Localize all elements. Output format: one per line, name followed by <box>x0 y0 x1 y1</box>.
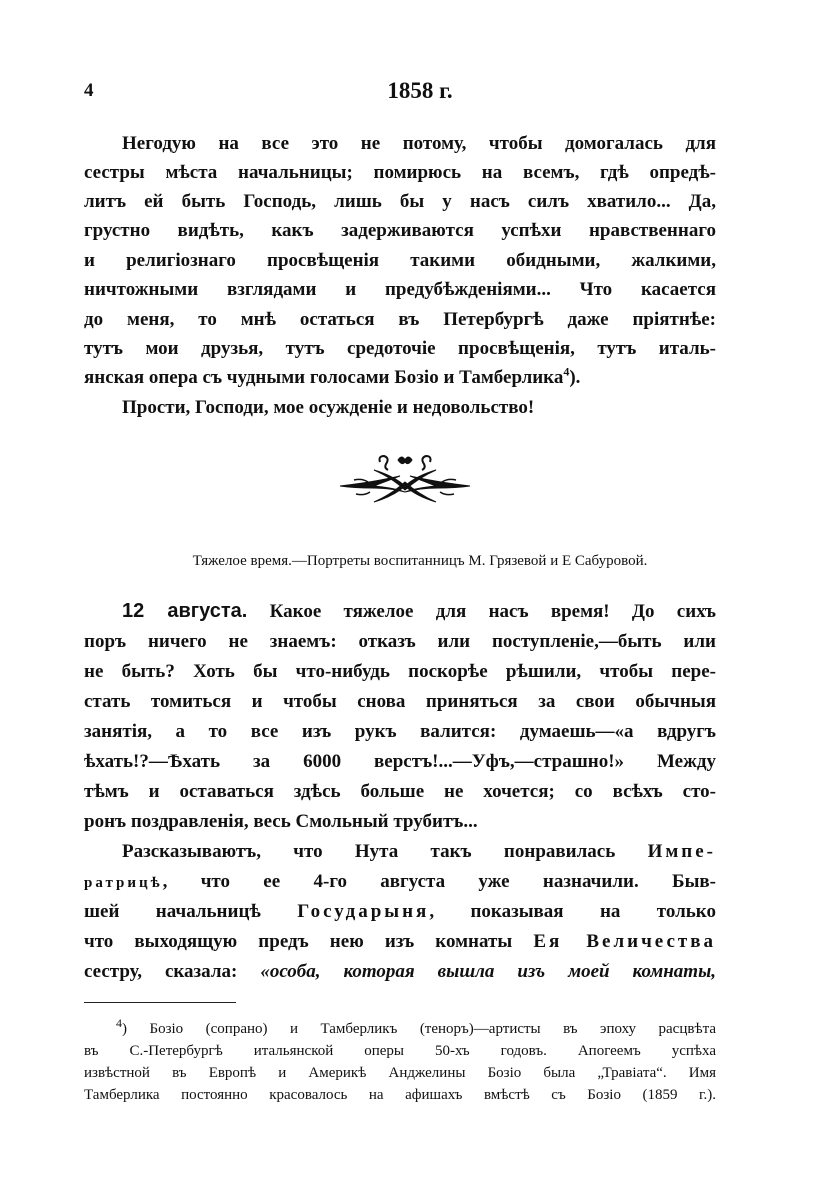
text-fragment: что выходящую предъ нею изъ комнаты <box>84 931 513 952</box>
footnote-divider <box>84 1002 236 1003</box>
text-line: ѣхать!?—Ѣхать за 6000 верстъ!...—Уфъ,—страшно!» Между <box>84 751 716 772</box>
text-line: тутъ мои друзья, тутъ средоточіе просвѣщенія, тутъ италь- <box>84 338 716 359</box>
text-line <box>84 837 716 866</box>
footnote-line: въ С.-Петербургѣ итальянской оперы 50-хъ годовъ. Апогеемъ успѣха <box>84 1043 716 1059</box>
text-line: ронъ поздравленія, весь Смольный трубитъ... <box>84 811 478 832</box>
text-fragment: , показывая на только <box>429 901 716 922</box>
footnote-reference[interactable]: 4 <box>563 364 570 379</box>
footnote-line: извѣстной въ Европѣ и Америкѣ Анджелины Бозіо была „Травіата“. Имя <box>84 1065 716 1081</box>
text-fragment: шей начальницѣ <box>84 901 261 922</box>
italic-quote: «особа, которая вышла изъ моей комнаты, <box>260 961 717 982</box>
text-line: до меня, то мнѣ остаться въ Петербургѣ даже пріятнѣе: <box>84 309 716 330</box>
text-line <box>84 897 716 926</box>
spaced-word: ратрицѣ <box>84 875 163 891</box>
text-line <box>84 363 716 392</box>
spaced-word: Государыня <box>297 901 430 922</box>
text-line: Негодую на все это не потому, чтобы домогалась для <box>122 133 716 154</box>
text-line: литъ ей быть Господь, лишь бы у насъ силъ хватило... Да, <box>84 191 716 212</box>
text-line: занятія, а то все изъ рукъ валится: думаешь—«а вдругъ <box>84 721 716 742</box>
text-fragment: ) Бозіо (сопрано) и Тамберликъ (теноръ)—артисты въ эпоху расцвѣта <box>122 1021 716 1037</box>
decorative-ornament-icon <box>334 452 476 512</box>
text-line <box>84 927 716 956</box>
text-line <box>84 957 716 986</box>
paragraph-2: Прости, Господи, мое осужденіе и недовольство! <box>122 397 535 418</box>
text-line: и религіознаго просвѣщенія такими обидными, жалкими, <box>84 250 716 271</box>
text-fragment: ). <box>569 367 581 388</box>
text-line <box>84 597 716 626</box>
text-line: поръ ничего не знаемъ: отказъ или поступленіе,—быть или <box>84 631 716 652</box>
text-line: сестры мѣста начальницы; помирюсь на всемъ, гдѣ опредѣ- <box>84 162 716 183</box>
footnote-marker: 4 <box>116 1016 122 1030</box>
text-line: стать томиться и чтобы снова приняться за свои обычныя <box>84 691 716 712</box>
text-fragment: Разсказываютъ, что Нута такъ понравилась <box>122 841 616 862</box>
text-line: ничтожными взглядами и предубѣжденіями... Что касается <box>84 279 716 300</box>
text-line: грустно видѣть, какъ задерживаются успѣхи нравственнаго <box>84 220 716 241</box>
text-fragment: , что ее 4-го августа уже назначили. Быв- <box>162 871 716 892</box>
text-fragment: янская опера съ чудными голосами Бозіо и Тамберлика <box>84 367 564 388</box>
spaced-word: Ея Величества <box>533 931 717 952</box>
text-fragment: сестру, сказала: <box>84 961 238 982</box>
spaced-word: Импе- <box>647 841 716 862</box>
page-number: 4 <box>84 80 94 101</box>
entry-date: 12 августа. <box>122 600 248 622</box>
section-heading: Тяжелое время.—Портреты воспитанницъ М. Грязевой и Е Сабуровой. <box>192 553 648 569</box>
running-head: 1858 г. <box>387 78 453 103</box>
text-line: тѣмъ и оставаться здѣсь больше не хочется; со всѣхъ сто- <box>84 781 716 802</box>
text-line <box>84 867 716 898</box>
footnote-line: Тамберлика постоянно красовалось на афишахъ вмѣстѣ съ Бозіо (1859 г.). <box>84 1087 716 1103</box>
footnote-line <box>84 1018 716 1040</box>
text-fragment: Какое тяжелое для насъ время! До сихъ <box>269 601 717 622</box>
text-line: не быть? Хоть бы что-нибудь поскорѣе рѣшили, чтобы пере- <box>84 661 716 682</box>
